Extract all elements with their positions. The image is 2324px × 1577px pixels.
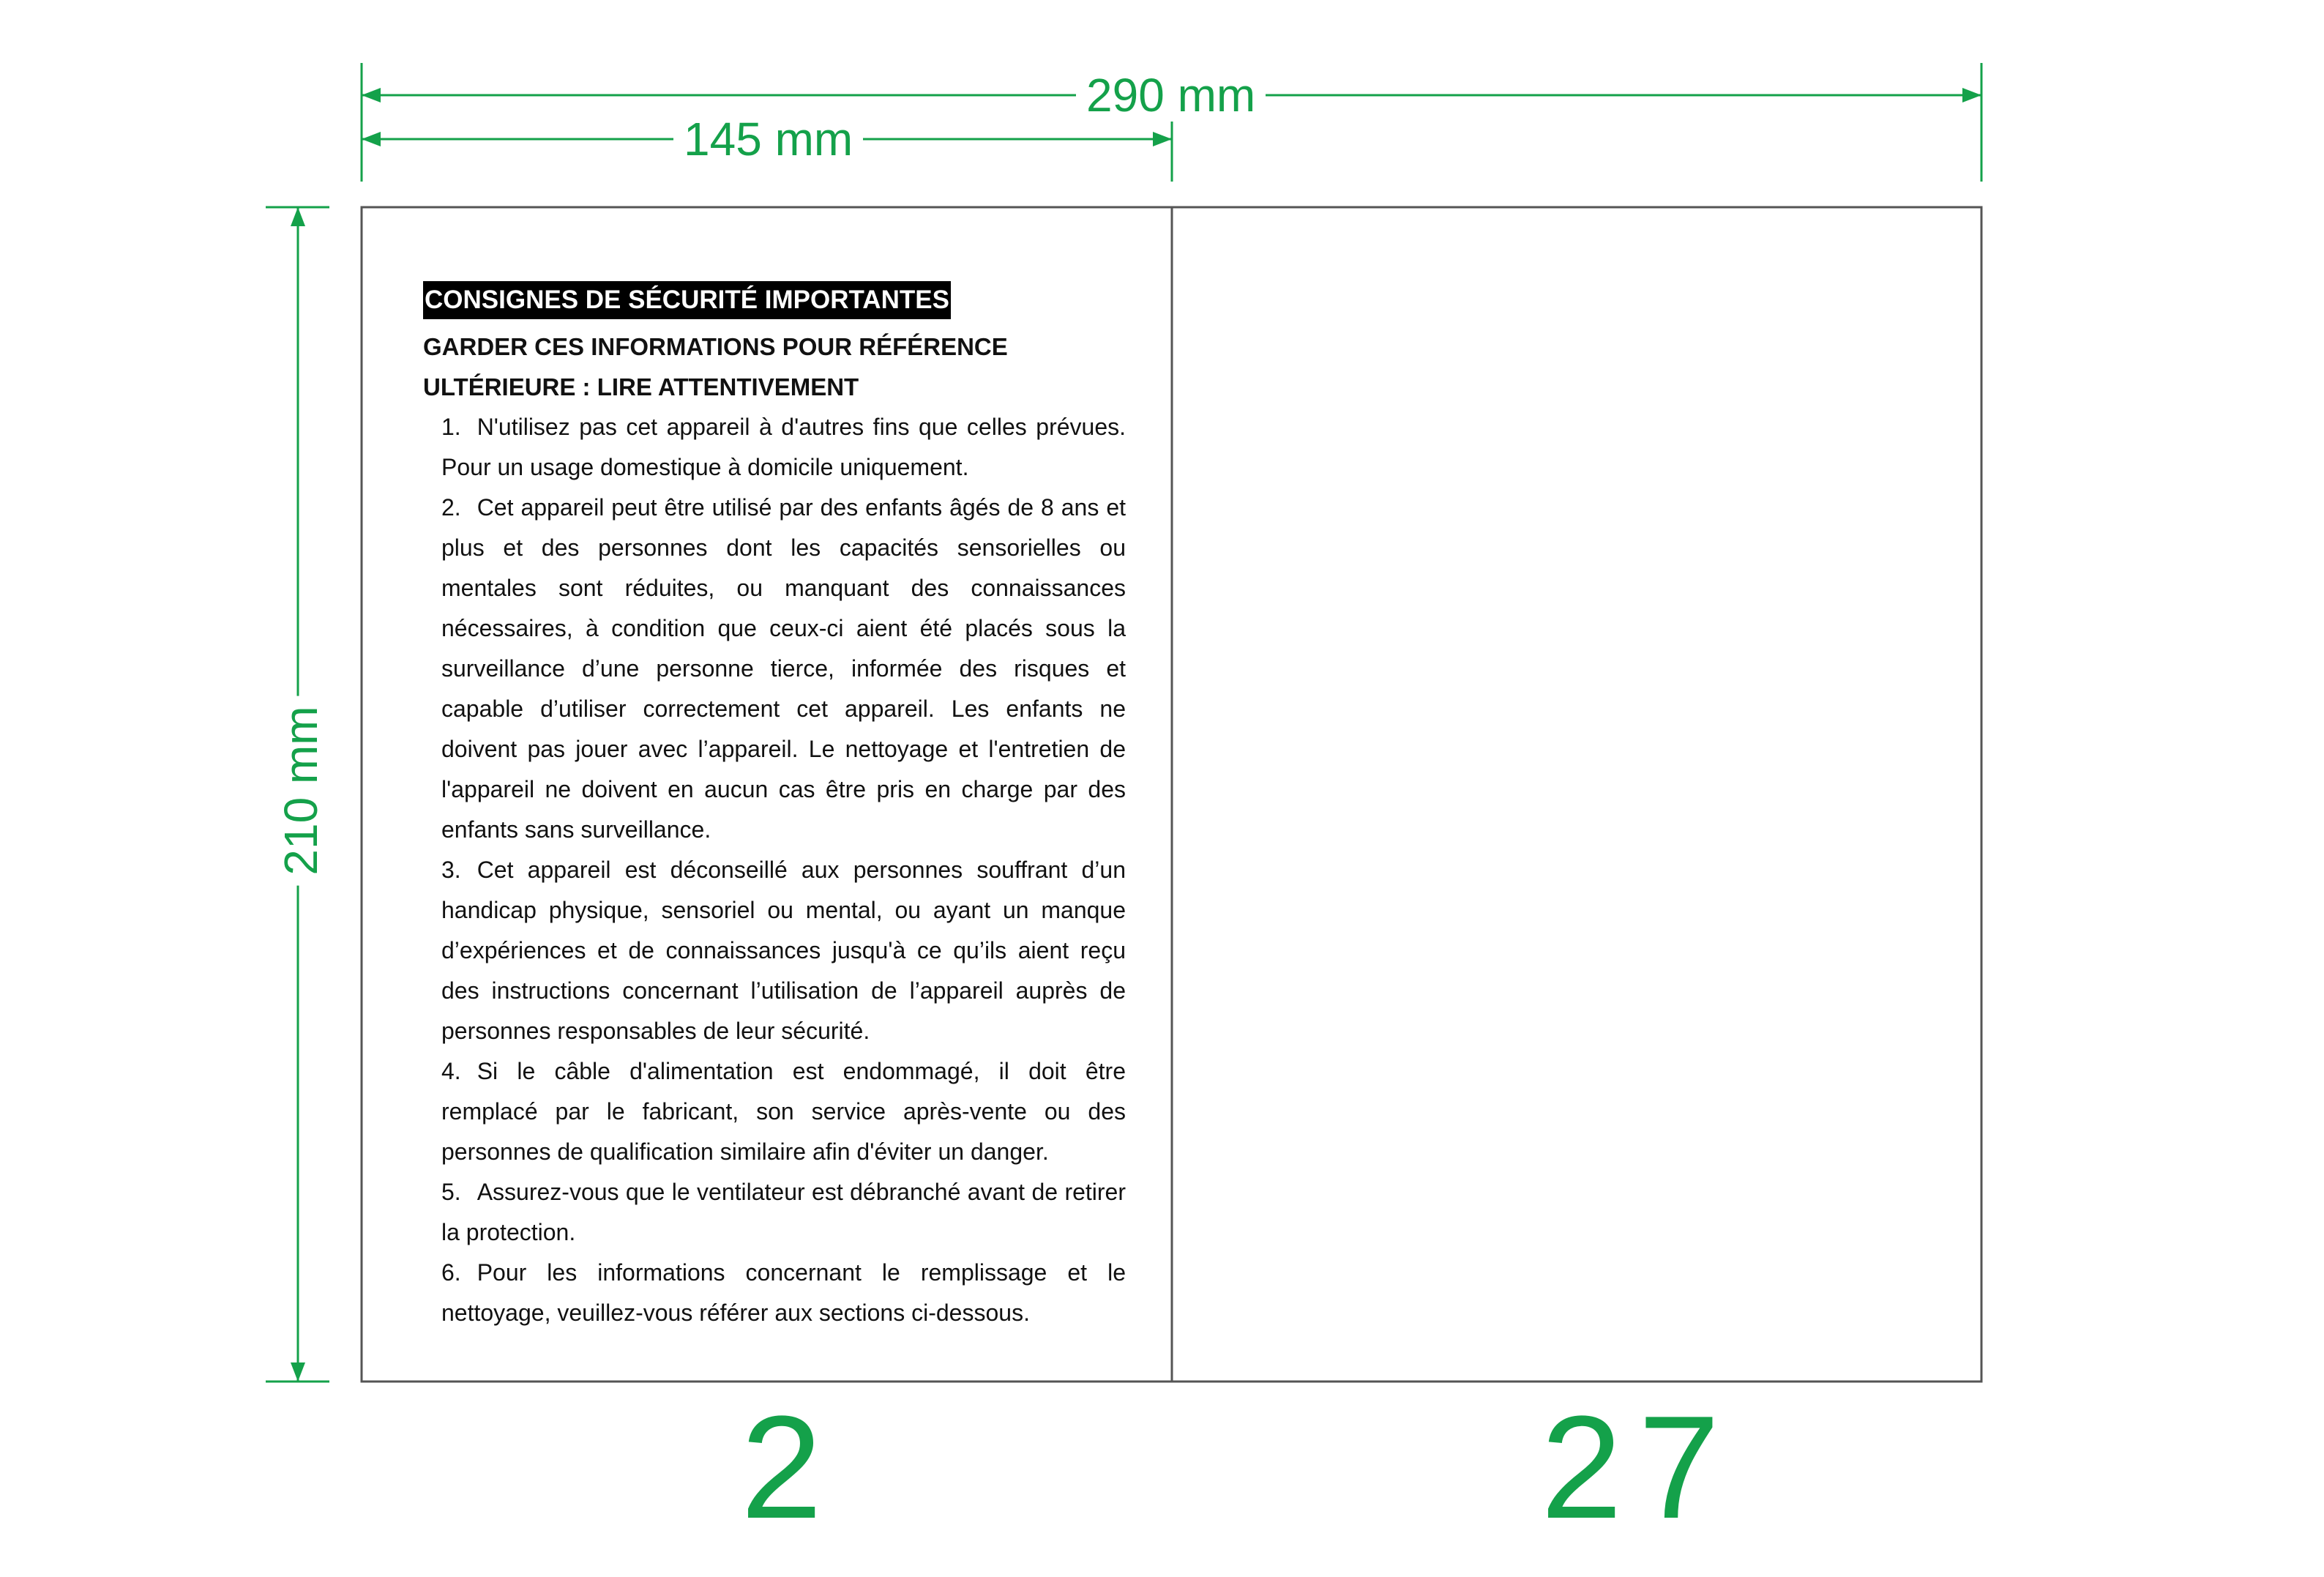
safety-item-text: N'utilisez pas cet appareil à d'autres fins que celles prévues. Pour un usage domestique à domicile uniquement. — [441, 414, 1126, 480]
safety-instructions-block — [423, 281, 1126, 1333]
safety-item-text: Cet appareil est déconseillé aux personnes souffrant d’un handicap physique, sensoriel ou mental, ou ayant un manque d’expériences et de connaissances jusqu'à ce qu’ils aient reçu des instructions concernant l’utilisation de l’appareil auprès de personnes responsables de leur sécurité. — [441, 857, 1126, 1044]
safety-item — [441, 1172, 1126, 1253]
dim-height-label: 210 mm — [277, 696, 324, 885]
safety-item — [441, 1253, 1126, 1333]
safety-item — [441, 488, 1126, 850]
safety-item-text: Pour les informations concernant le remplissage et le nettoyage, veuillez-vous référer aux sections ci-dessous. — [441, 1259, 1126, 1326]
safety-subheading-line1: GARDER CES INFORMATIONS POUR RÉFÉRENCE — [423, 333, 1008, 360]
arrowhead-half-right — [1153, 132, 1172, 146]
safety-item-number: 5. — [441, 1179, 461, 1205]
safety-items-list — [423, 407, 1126, 1333]
page-number-right: 27 — [1541, 1386, 1736, 1549]
safety-subheading-line2: ULTÉRIEURE : LIRE ATTENTIVEMENT — [423, 373, 859, 400]
safety-item-number: 3. — [441, 857, 461, 883]
dim-half-width-label: 145 mm — [673, 116, 863, 163]
arrowhead-half-left — [362, 132, 381, 146]
safety-item — [441, 1051, 1126, 1172]
dim-total-width-label: 290 mm — [1076, 72, 1266, 119]
safety-item-text: Si le câble d'alimentation est endommagé, il doit être remplacé par le fabricant, son service après-vente ou des personnes de qualification similaire afin d'éviter un danger. — [441, 1058, 1126, 1165]
safety-item — [441, 850, 1126, 1051]
safety-item-text: Cet appareil peut être utilisé par des enfants âgés de 8 ans et plus et des personnes dont les capacités sensorielles ou mentales sont réduites, ou manquant des connaissances nécessaires, à condition que ceux-ci aient été placés sous la surveillance d’une personne tierce, informée des risques et capable d’utiliser correctement cet appareil. Les enfants ne doivent pas jouer avec l’appareil. Le nettoyage et l'entretien de l'appareil ne doivent en aucun cas être pris en charge par des enfants sans surveillance. — [441, 494, 1126, 843]
arrowhead-total-left — [362, 88, 381, 102]
safety-item-text: Assurez-vous que le ventilateur est débranché avant de retirer la protection. — [441, 1179, 1126, 1245]
safety-item-number: 2. — [441, 494, 461, 521]
safety-item-number: 1. — [441, 414, 461, 440]
arrowhead-height-top — [291, 207, 305, 226]
safety-heading: CONSIGNES DE SÉCURITÉ IMPORTANTES — [423, 281, 951, 319]
arrowhead-total-right — [1962, 88, 1981, 102]
safety-item — [441, 407, 1126, 488]
page-number-left: 2 — [741, 1386, 839, 1549]
safety-subheading — [423, 327, 1126, 407]
safety-item-number: 6. — [441, 1259, 461, 1286]
arrowhead-height-bottom — [291, 1362, 305, 1382]
safety-item-number: 4. — [441, 1058, 461, 1084]
